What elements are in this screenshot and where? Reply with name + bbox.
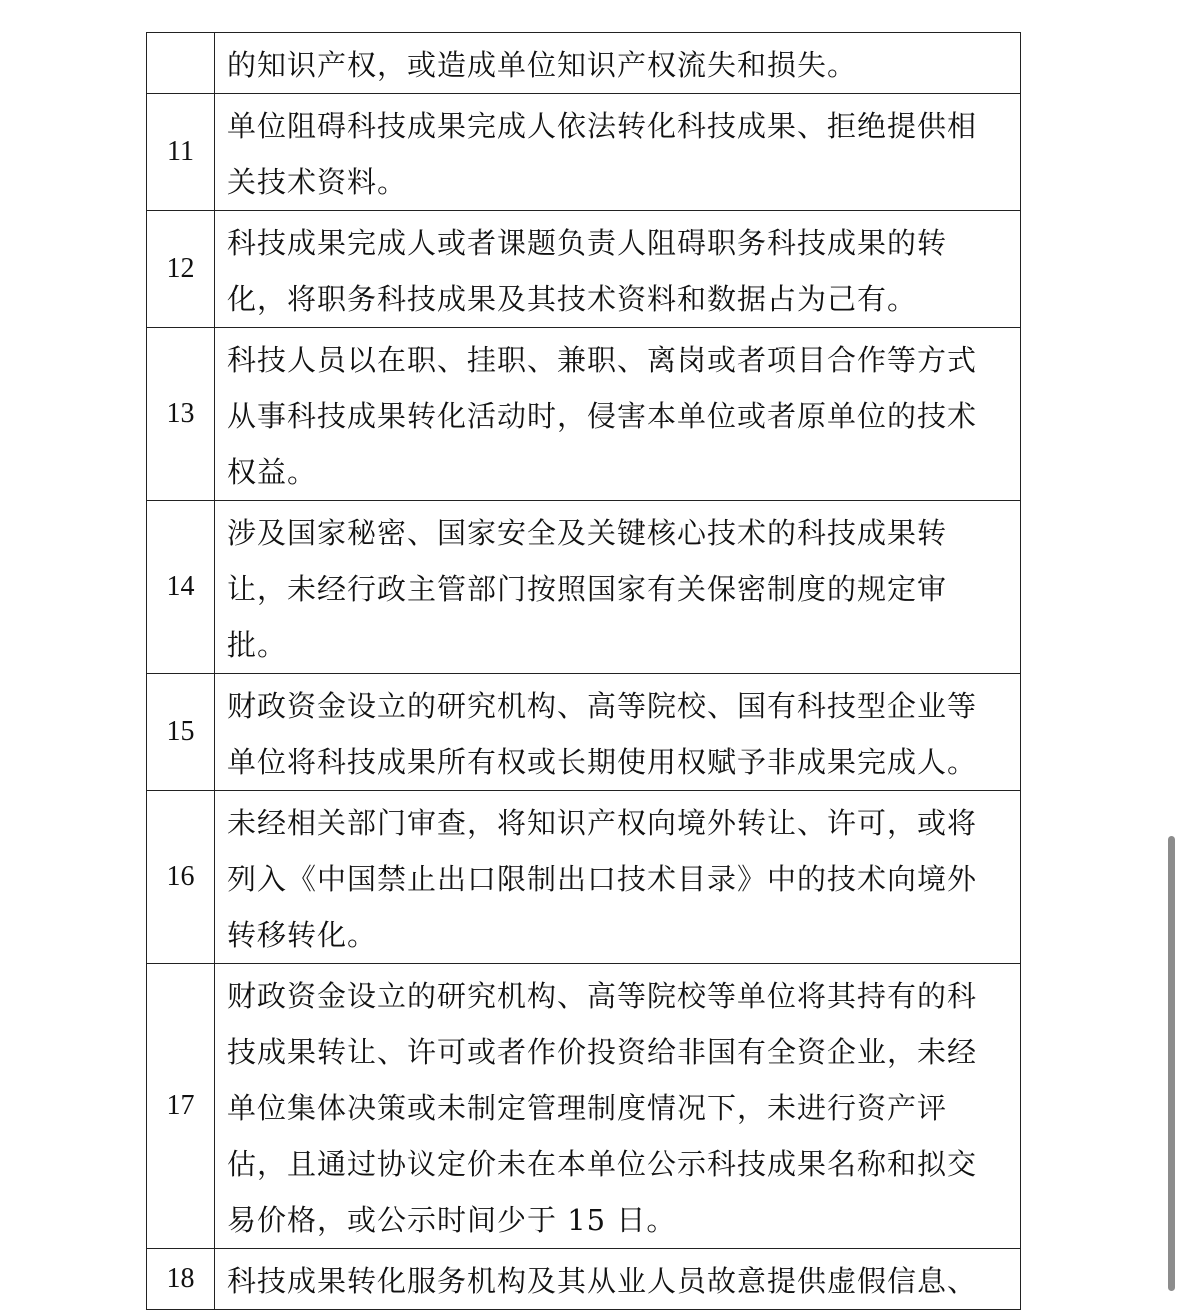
row-text — [215, 501, 1021, 674]
row-number: 11 — [147, 94, 215, 211]
text-line: 估，且通过协议定价未在本单位公示科技成果名称和拟交 — [227, 1147, 978, 1181]
text-line: 科技成果完成人或者课题负责人阻碍职务科技成果的转 — [227, 226, 948, 260]
table-row — [147, 1249, 1021, 1310]
table-row — [147, 501, 1021, 674]
row-number: 14 — [147, 501, 215, 674]
row-text — [215, 1249, 1021, 1310]
text-line: 涉及国家秘密、国家安全及关键核心技术的科技成果转 — [227, 516, 948, 550]
text-line: 让，未经行政主管部门按照国家有关保密制度的规定审 — [227, 572, 948, 606]
violations-table — [146, 32, 1021, 1310]
text-line: 财政资金设立的研究机构、高等院校、国有科技型企业等 — [227, 689, 978, 723]
text-line: 批。 — [227, 628, 288, 662]
text-line: 财政资金设立的研究机构、高等院校等单位将其持有的科 — [227, 979, 978, 1013]
row-text — [215, 211, 1021, 328]
text-line: 未经相关部门审查，将知识产权向境外转让、许可，或将 — [227, 806, 978, 840]
row-text — [215, 791, 1021, 964]
table-row — [147, 328, 1021, 501]
row-number: 17 — [147, 964, 215, 1249]
row-text — [215, 328, 1021, 501]
table-row — [147, 791, 1021, 964]
row-text — [215, 94, 1021, 211]
text-line: 科技成果转化服务机构及其从业人员故意提供虚假信息、 — [227, 1264, 978, 1298]
vertical-scrollbar[interactable] — [1161, 0, 1179, 1291]
row-number: 15 — [147, 674, 215, 791]
text-line: 科技人员以在职、挂职、兼职、离岗或者项目合作等方式 — [227, 343, 978, 377]
row-text — [215, 674, 1021, 791]
text-line: 的知识产权，或造成单位知识产权流失和损失。 — [227, 48, 858, 82]
text-line: 列入《中国禁止出口限制出口技术目录》中的技术向境外 — [227, 862, 978, 896]
text-line: 技成果转让、许可或者作价投资给非国有全资企业，未经 — [227, 1035, 978, 1069]
text-line: 权益。 — [227, 455, 318, 489]
row-number — [147, 33, 215, 94]
row-text — [215, 33, 1021, 94]
text-line: 易价格，或公示时间少于 15 日。 — [227, 1203, 677, 1237]
row-number: 12 — [147, 211, 215, 328]
text-line: 转移转化。 — [227, 918, 378, 952]
row-text — [215, 964, 1021, 1249]
table-row — [147, 964, 1021, 1249]
table-row — [147, 94, 1021, 211]
table-row — [147, 33, 1021, 94]
text-line: 从事科技成果转化活动时，侵害本单位或者原单位的技术 — [227, 399, 978, 433]
text-line: 单位将科技成果所有权或长期使用权赋予非成果完成人。 — [227, 745, 978, 779]
table-row — [147, 674, 1021, 791]
text-line: 单位阻碍科技成果完成人依法转化科技成果、拒绝提供相 — [227, 109, 978, 143]
table-row — [147, 211, 1021, 328]
text-line: 单位集体决策或未制定管理制度情况下，未进行资产评 — [227, 1091, 948, 1125]
row-number: 18 — [147, 1249, 215, 1310]
row-number: 16 — [147, 791, 215, 964]
row-number: 13 — [147, 328, 215, 501]
scrollbar-thumb[interactable] — [1168, 836, 1175, 1291]
text-line: 化，将职务科技成果及其技术资料和数据占为己有。 — [227, 282, 918, 316]
text-line: 关技术资料。 — [227, 165, 408, 199]
